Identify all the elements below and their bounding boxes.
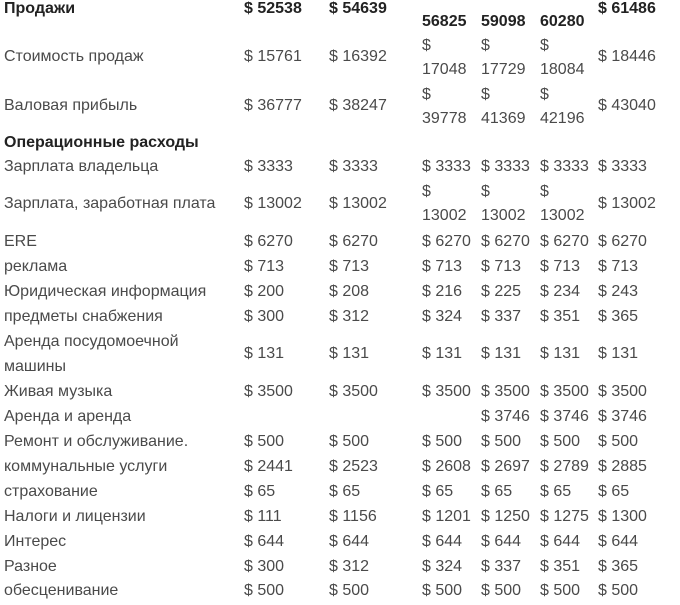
table-cell: $ 3500	[244, 383, 293, 400]
table-cell: $ 131	[481, 345, 522, 362]
table-cell: $ 644	[329, 533, 370, 550]
table-cell-currency: $	[422, 86, 431, 103]
row-label: коммунальные услуги	[4, 458, 168, 475]
table-cell: $ 200	[244, 283, 285, 300]
table-cell: $ 131	[540, 345, 581, 362]
table-cell: $ 2441	[244, 458, 293, 475]
header-cell: 56825	[422, 13, 467, 30]
table-cell: $ 65	[329, 483, 361, 500]
table-cell-currency: $	[481, 86, 490, 103]
table-cell: $ 500	[329, 582, 370, 599]
table-cell: $ 2885	[598, 458, 647, 475]
row-label: Живая музыка	[4, 383, 113, 400]
table-cell-currency: $	[540, 86, 549, 103]
table-cell: $ 1250	[481, 508, 530, 525]
table-cell: $ 13002	[598, 195, 656, 212]
table-cell-currency: $	[481, 183, 490, 200]
header-cell: 59098	[481, 13, 526, 30]
row-label: Разное	[4, 558, 57, 575]
section-heading: Операционные расходы	[4, 134, 199, 151]
table-cell: $ 3500	[329, 383, 378, 400]
table-cell: $ 65	[481, 483, 513, 500]
table-cell: $ 500	[481, 433, 522, 450]
table-cell: $ 208	[329, 283, 370, 300]
header-cell: $ 52538	[244, 0, 302, 17]
table-cell: $ 13002	[329, 195, 387, 212]
table-cell: $ 324	[422, 308, 463, 325]
row-label: Ремонт и обслуживание.	[4, 433, 189, 450]
table-cell: 17048	[422, 61, 467, 78]
table-cell: 17729	[481, 61, 526, 78]
row-label-continuation: машины	[4, 358, 67, 375]
header-cell: $ 54639	[329, 0, 387, 17]
table-cell: $ 713	[598, 258, 639, 275]
row-label: реклама	[4, 258, 68, 275]
table-cell: $ 3746	[481, 408, 530, 425]
table-cell: $ 18446	[598, 48, 656, 65]
table-cell: $ 1275	[540, 508, 589, 525]
table-cell: $ 500	[598, 433, 639, 450]
table-cell: $ 3500	[540, 383, 589, 400]
table-cell: $ 3333	[329, 158, 378, 175]
table-cell: $ 500	[422, 433, 463, 450]
table-cell: $ 1201	[422, 508, 471, 525]
table-cell: $ 65	[422, 483, 454, 500]
header-cell: 60280	[540, 13, 585, 30]
table-cell: $ 644	[598, 533, 639, 550]
table-cell: $ 3500	[481, 383, 530, 400]
table-cell: $ 500	[481, 582, 522, 599]
table-cell: $ 131	[244, 345, 285, 362]
table-cell: $ 3333	[481, 158, 530, 175]
header-cell: $ 61486	[598, 0, 656, 17]
table-cell: $ 3333	[244, 158, 293, 175]
table-cell: $ 234	[540, 283, 581, 300]
table-cell: $ 131	[422, 345, 463, 362]
table-cell: $ 644	[422, 533, 463, 550]
table-cell: $ 36777	[244, 97, 302, 114]
row-label: предметы снабжения	[4, 308, 163, 325]
table-cell: $ 3333	[598, 158, 647, 175]
table-cell: $ 500	[540, 582, 581, 599]
table-cell: $ 713	[329, 258, 370, 275]
row-label: обесценивание	[4, 582, 119, 599]
table-cell: 39778	[422, 110, 467, 127]
table-cell: $ 13002	[244, 195, 302, 212]
table-cell: $ 2697	[481, 458, 530, 475]
row-label: страхование	[4, 483, 98, 500]
table-cell: $ 365	[598, 558, 639, 575]
table-cell: $ 3333	[540, 158, 589, 175]
table-cell: $ 3500	[422, 383, 471, 400]
table-cell: $ 324	[422, 558, 463, 575]
table-cell: $ 65	[540, 483, 572, 500]
table-cell: $ 216	[422, 283, 463, 300]
table-cell: $ 3333	[422, 158, 471, 175]
table-cell: $ 1156	[329, 508, 377, 525]
table-cell: $ 65	[598, 483, 630, 500]
table-cell: $ 644	[540, 533, 581, 550]
table-cell: $ 500	[540, 433, 581, 450]
table-cell: $ 131	[598, 345, 639, 362]
table-cell: $ 2523	[329, 458, 378, 475]
table-cell: $ 6270	[329, 233, 378, 250]
table-cell: $ 16392	[329, 48, 387, 65]
table-cell: $ 6270	[598, 233, 647, 250]
table-cell-currency: $	[422, 183, 431, 200]
table-cell: 42196	[540, 110, 585, 127]
table-cell: $ 351	[540, 308, 581, 325]
row-label: Интерес	[4, 533, 67, 550]
table-cell: $ 131	[329, 345, 370, 362]
table-cell: $ 337	[481, 308, 522, 325]
table-cell: $ 111	[244, 508, 282, 525]
table-cell: $ 500	[244, 433, 285, 450]
table-cell: $ 225	[481, 283, 522, 300]
table-cell: $ 500	[244, 582, 285, 599]
table-cell: $ 300	[244, 558, 285, 575]
table-cell: $ 713	[422, 258, 463, 275]
table-cell-currency: $	[481, 37, 490, 54]
table-cell: $ 337	[481, 558, 522, 575]
table-cell: $ 300	[244, 308, 285, 325]
table-cell-currency: $	[540, 183, 549, 200]
table-cell: $ 365	[598, 308, 639, 325]
table-cell: $ 38247	[329, 97, 387, 114]
table-cell: $ 6270	[540, 233, 589, 250]
table-cell: $ 6270	[244, 233, 293, 250]
table-cell: $ 43040	[598, 97, 656, 114]
table-cell: $ 3746	[598, 408, 647, 425]
row-label: Аренда посудомоечной	[4, 333, 179, 350]
table-cell: 13002	[481, 207, 526, 224]
table-cell: $ 2789	[540, 458, 589, 475]
table-cell: $ 6270	[481, 233, 530, 250]
row-label: Зарплата, заработная плата	[4, 195, 216, 212]
table-cell-currency: $	[422, 37, 431, 54]
header-label: Продажи	[4, 0, 76, 17]
table-cell: $ 312	[329, 308, 370, 325]
table-cell-currency: $	[540, 37, 549, 54]
table-cell: $ 3500	[598, 383, 647, 400]
table-cell: 13002	[540, 207, 585, 224]
row-label: Зарплата владельца	[4, 158, 159, 175]
table-cell: 41369	[481, 110, 526, 127]
row-label: Налоги и лицензии	[4, 508, 146, 525]
table-cell: $ 500	[598, 582, 639, 599]
table-cell: $ 312	[329, 558, 370, 575]
table-cell: $ 644	[481, 533, 522, 550]
row-label: Стоимость продаж	[4, 48, 144, 65]
row-label: ERE	[4, 233, 37, 250]
table-cell: 13002	[422, 207, 467, 224]
table-cell: $ 1300	[598, 508, 647, 525]
row-label: Аренда и аренда	[4, 408, 132, 425]
table-cell: $ 65	[244, 483, 276, 500]
table-cell: $ 2608	[422, 458, 471, 475]
table-cell: 18084	[540, 61, 585, 78]
table-cell: $ 500	[422, 582, 463, 599]
table-cell: $ 713	[244, 258, 285, 275]
table-cell: $ 644	[244, 533, 285, 550]
table-cell: $ 351	[540, 558, 581, 575]
table-cell: $ 713	[540, 258, 581, 275]
table-cell: $ 15761	[244, 48, 302, 65]
table-cell: $ 243	[598, 283, 639, 300]
table-cell: $ 713	[481, 258, 522, 275]
row-label: Юридическая информация	[4, 283, 207, 300]
table-cell: $ 3746	[540, 408, 589, 425]
row-label: Валовая прибыль	[4, 97, 138, 114]
table-cell: $ 6270	[422, 233, 471, 250]
table-cell: $ 500	[329, 433, 370, 450]
